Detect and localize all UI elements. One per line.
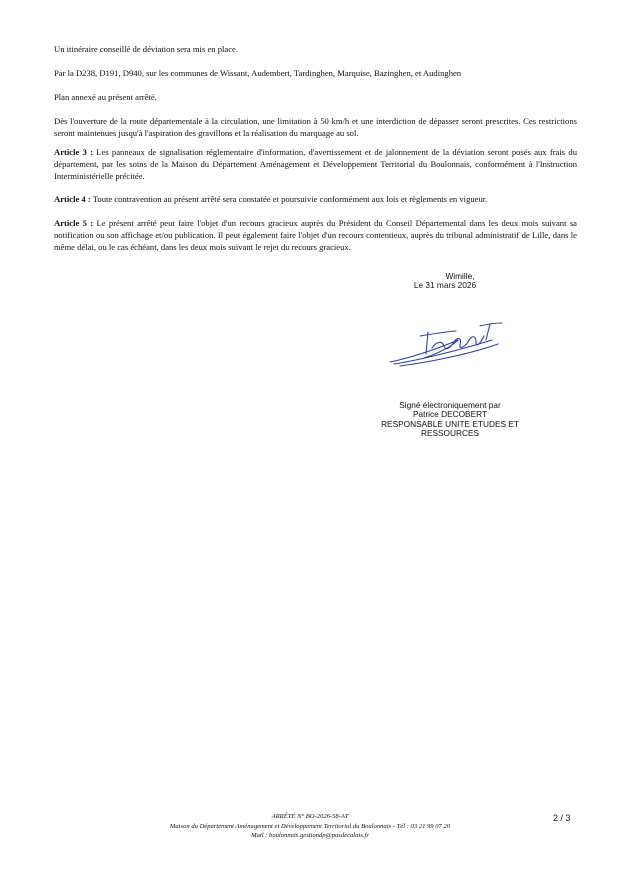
signatory-name: Patrice DECOBERT: [412, 409, 488, 420]
signature-place: Wimille,: [445, 271, 475, 281]
article-5-label: Article 5 :: [54, 218, 94, 228]
article-3-text: Les panneaux de signalisation réglementaire d'information, d'avertissement et de jalonnement de la déviation seront posés aux frais du département, par les soins de la Maison du Département Aménagement et Développement Territorial du Boulonnais, conformément à l'Instruction Interministérielle précitée.: [54, 147, 577, 182]
paragraph-route: [54, 67, 577, 79]
deviation-text: Un itinéraire conseillé de déviation sera mis en place.: [54, 44, 238, 54]
signatory-title-1: RESPONSABLE UNITE ETUDES ET: [381, 418, 519, 429]
paragraph-plan: [54, 91, 577, 103]
signature-place-date: [385, 272, 505, 291]
signature-authority: [355, 401, 545, 439]
restrictions-text: Dès l'ouverture de la route départementale à la circulation, une limitation à 50 km/h et une interdiction de dépasser seront prescrites. Ces restrictions seront maintenues jusqu'à l'aspiration des gravillons et la réalisation du marquage au sol.: [54, 116, 577, 139]
article-3-label: Article 3 :: [54, 147, 93, 157]
route-text: Par la D238, D191, D940, sur les communes de Wissant, Audembert, Tardinghen, Marquise, Bazinghen, et Audinghen: [54, 68, 462, 78]
footer-mail: Mail : boulonnais.gestiondp@pasdecalais.fr: [251, 832, 369, 840]
article-4-label: Article 4 :: [54, 194, 91, 204]
signatory-title-2: RESSOURCES: [420, 428, 480, 439]
signed-by-line: Signé électroniquement par: [399, 400, 501, 410]
article-4: [54, 193, 577, 205]
paragraph-restrictions: [54, 115, 577, 139]
page-footer: [60, 812, 560, 841]
article-4-text: Toute contravention au présent arrêté sera constatée et poursuivie conformément aux lois et règlements en vigueur.: [90, 194, 488, 204]
footer-organisation: Maison du Département Aménagement et Développement Territorial du Boulonnais - Tél : 03 21 99 07 20: [169, 822, 451, 830]
paragraph-deviation: [54, 43, 577, 55]
article-5-text: Le présent arrêté peut faire l'objet d'un recours gracieux auprès du Président du Conseil Départemental dans les deux mois suivant sa notification ou son affichage et/ou publication. Il peut également faire l'objet d'un recours contentieux, auprès du tribunal administratif de Lille, dans le même délai, ou le cas échéant, dans les deux mois suivant le rejet du recours gracieux.: [54, 218, 577, 253]
page-number: 2 / 3: [553, 813, 571, 823]
handwritten-signature: [380, 318, 520, 378]
signature-date: Le 31 mars 2026: [413, 280, 477, 291]
signature-strokes: [390, 323, 502, 366]
article-3: [54, 146, 577, 183]
footer-reference: ARRÊTÉ N° BO-2026-58-AT: [271, 813, 349, 820]
plan-text: Plan annexé au présent arrêté.: [54, 92, 157, 102]
article-5: [54, 217, 577, 254]
